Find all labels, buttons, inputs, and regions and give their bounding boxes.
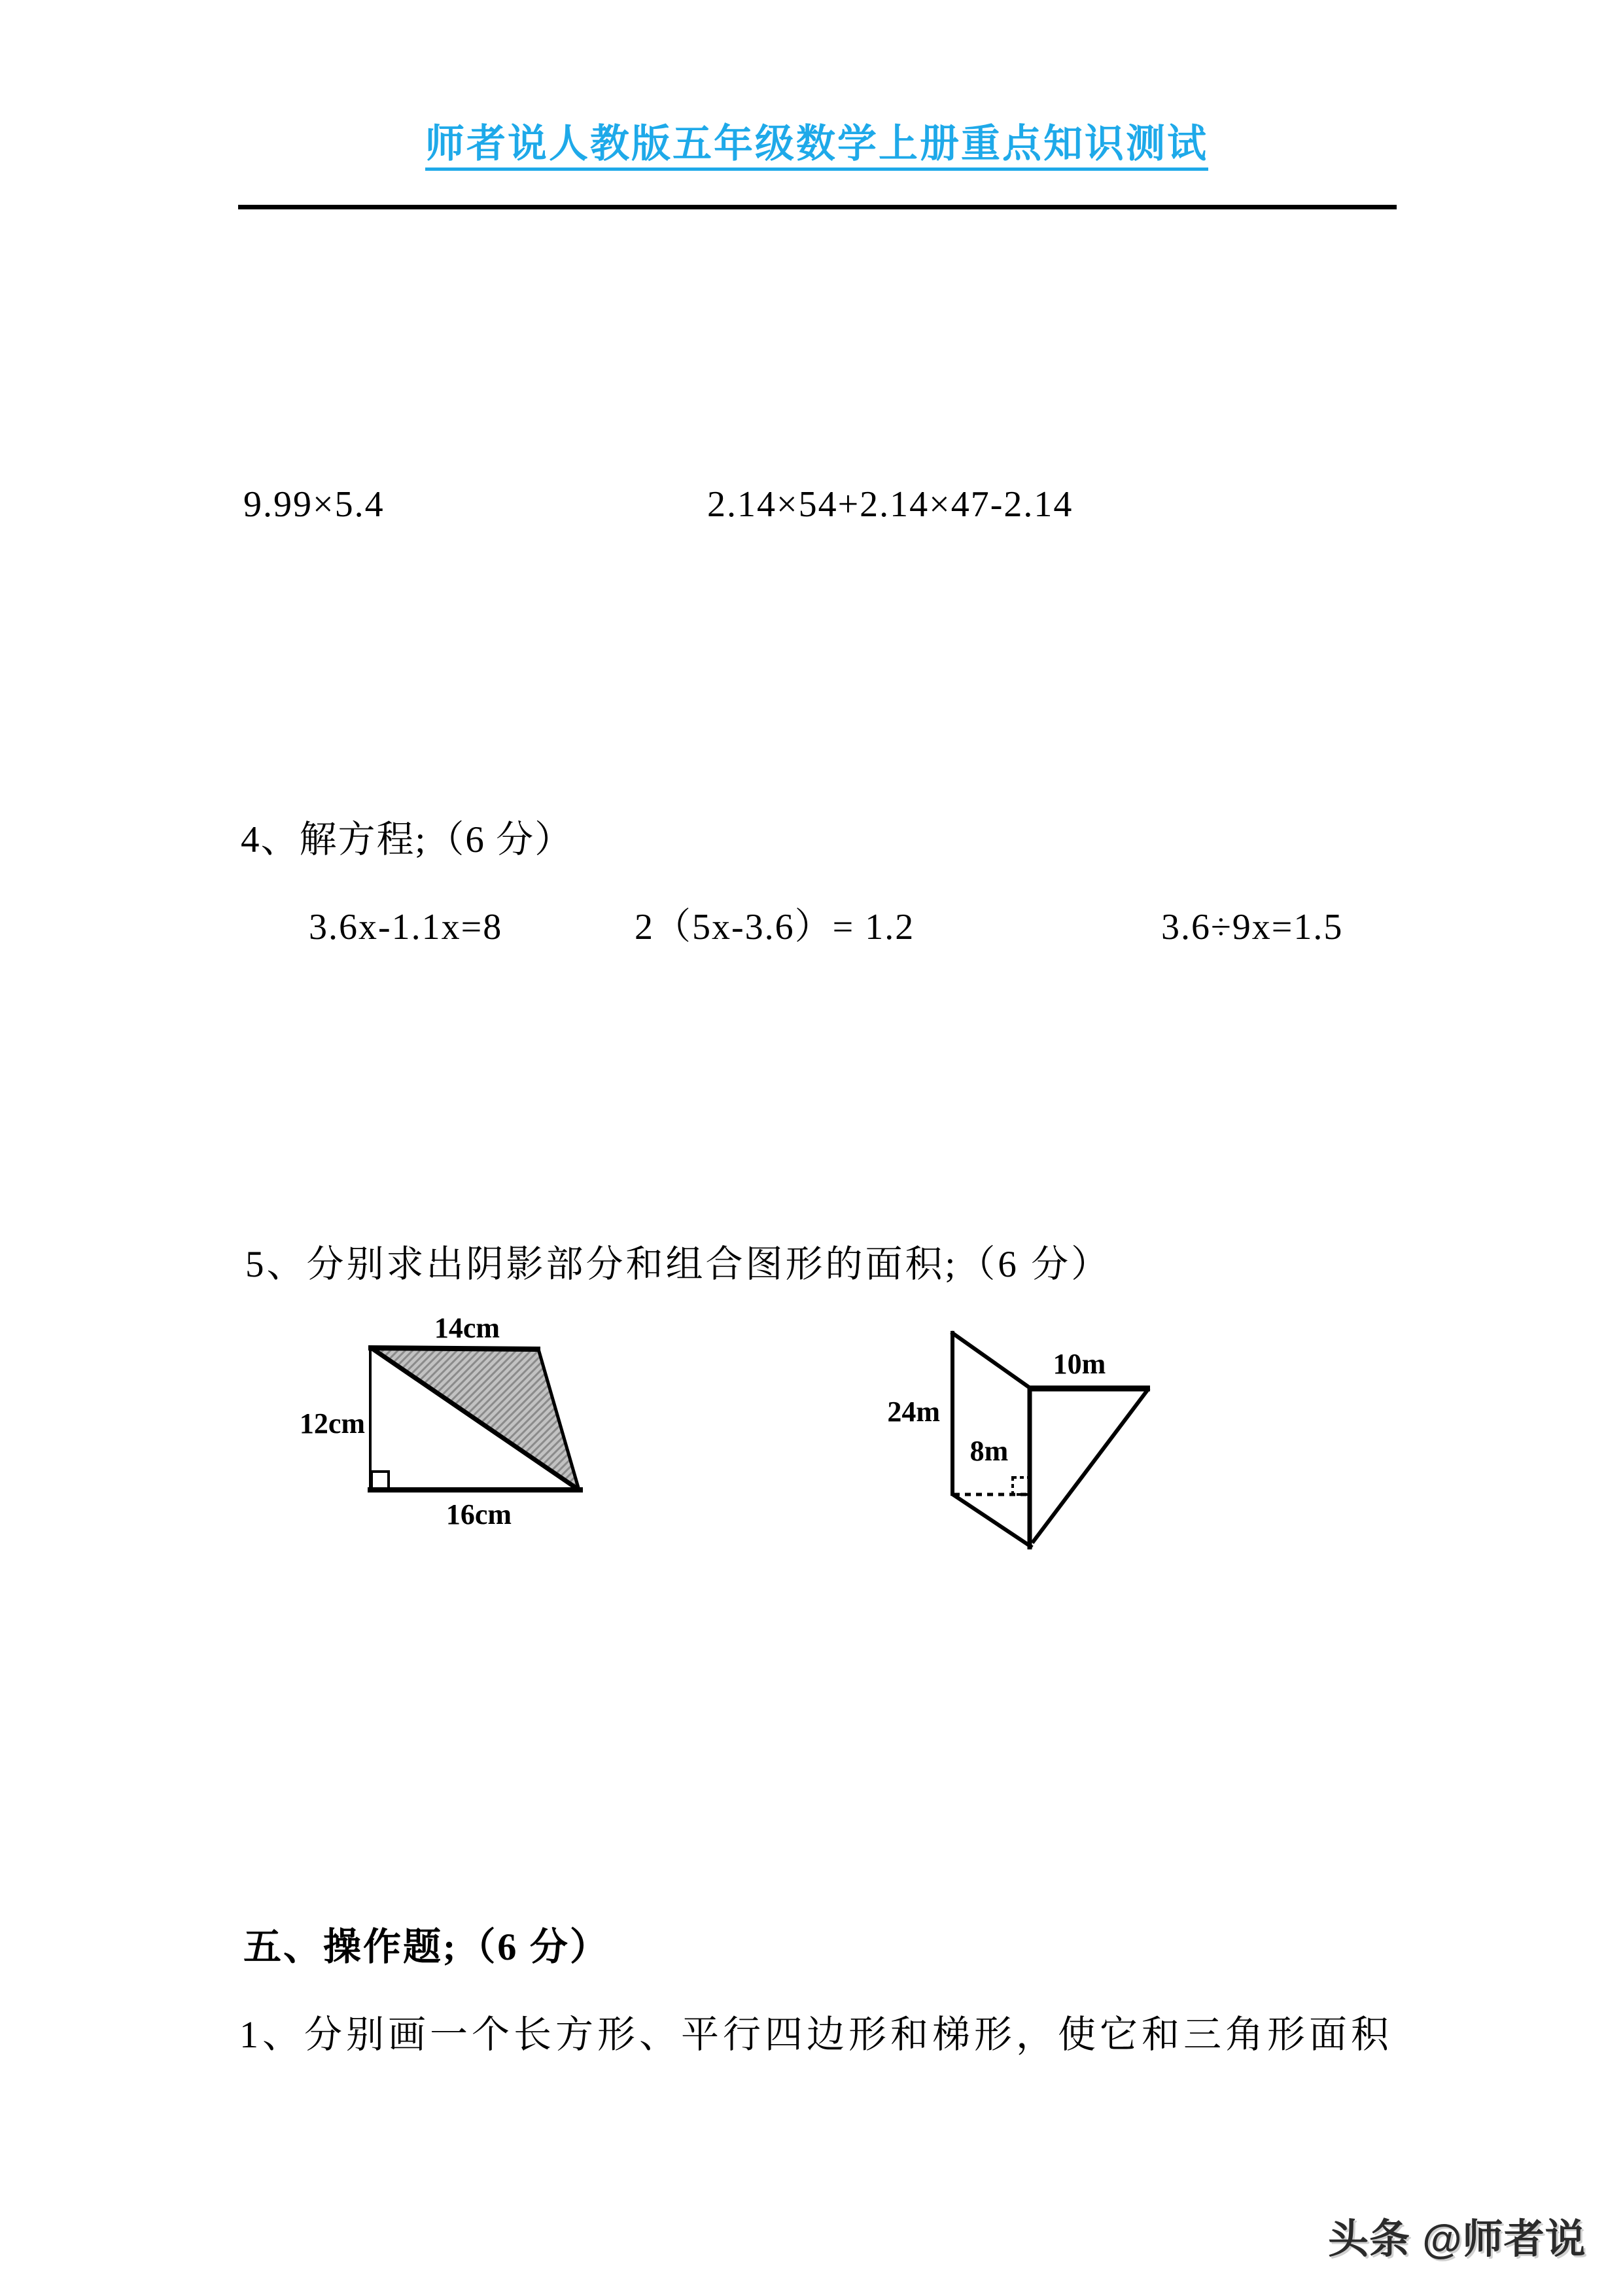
parallelogram-bottom-slant: [952, 1494, 1032, 1547]
parallelogram-top-slant: [951, 1332, 1032, 1389]
label-left-12cm: 12cm: [299, 1407, 365, 1439]
label-bottom-16cm: 16cm: [445, 1498, 512, 1530]
equation-2: 2（5x-3.6）= 1.2: [635, 907, 915, 947]
label-height-8m: 8m: [969, 1435, 1009, 1467]
figure-shaded-trapezoid: [281, 1302, 608, 1544]
right-angle-marker: [372, 1472, 389, 1489]
label-top-14cm: 14cm: [434, 1312, 500, 1344]
calc-expression-1: 9.99×5.4: [243, 484, 385, 525]
toutiao-watermark: 头条 @师者说: [1328, 2217, 1586, 2262]
triangle-right-slant: [1032, 1388, 1149, 1543]
label-top-10m: 10m: [1053, 1348, 1106, 1380]
calc-expression-2: 2.14×54+2.14×47-2.14: [707, 484, 1073, 525]
section-area-heading: 5、分别求出阴影部分和组合图形的面积;（6 分）: [245, 1244, 1111, 1285]
page-title: 师者说人教版五年级数学上册重点知识测试: [425, 122, 1208, 171]
equation-3: 3.6÷9x=1.5: [1161, 907, 1344, 947]
header-divider-rule: [238, 205, 1397, 209]
figure-composite-shape: [877, 1309, 1178, 1570]
dotted-right-angle-marker: [1013, 1477, 1030, 1494]
section-operate-heading: 五、操作题;（6 分）: [243, 1926, 610, 1968]
label-left-24m: 24m: [887, 1396, 940, 1428]
equation-1: 3.6x-1.1x=8: [309, 907, 503, 947]
section-operate-item-1: 1、分别画一个长方形、平行四边形和梯形，使它和三角形面积: [239, 2013, 1393, 2056]
trapezoid-top-edge: [368, 1348, 540, 1349]
section-solve-heading: 4、解方程;（6 分）: [241, 819, 574, 860]
